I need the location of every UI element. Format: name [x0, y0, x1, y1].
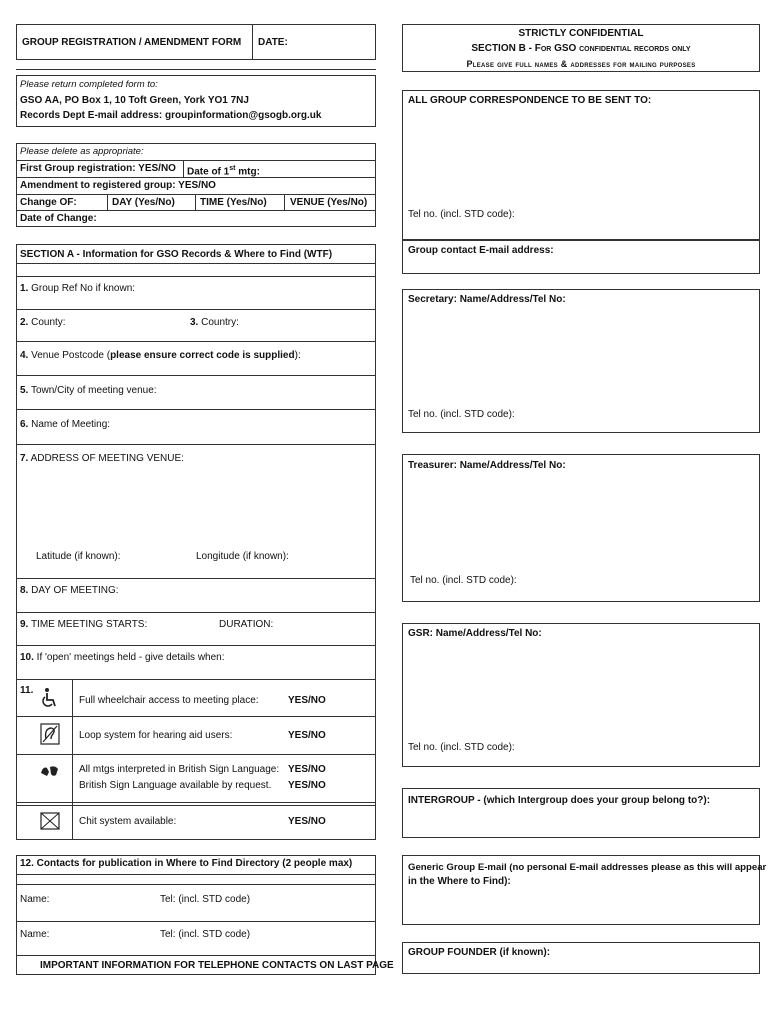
- generic-email-label-1: Generic Group E-mail (no personal E-mail addresses please as this will appear: [408, 862, 767, 873]
- loop-yes-no[interactable]: YES/NO: [288, 730, 326, 741]
- open-meetings-field[interactable]: 10. If 'open' meetings held - give details when:: [20, 652, 225, 663]
- meeting-name-field[interactable]: 6. Name of Meeting:: [20, 419, 111, 430]
- chit-envelope-icon: [38, 810, 62, 832]
- wheelchair-access-label: Full wheelchair access to meeting place:: [79, 695, 259, 706]
- acc-icon-divider: [72, 679, 73, 806]
- reg-divider-4: [284, 194, 285, 210]
- longitude-field[interactable]: Longitude (if known):: [196, 551, 289, 562]
- sa-line-7: [16, 578, 376, 579]
- sign-language-icon: [38, 760, 62, 782]
- form-title: GROUP REGISTRATION / AMENDMENT FORM: [22, 37, 242, 48]
- sa-line-1: [16, 276, 376, 277]
- chit-system-label: Chit system available:: [79, 816, 177, 827]
- duration-field[interactable]: DURATION:: [219, 619, 274, 630]
- sa-line-2: [16, 309, 376, 310]
- sa-line-9: [16, 645, 376, 646]
- secretary-tel[interactable]: Tel no. (incl. STD code):: [408, 409, 515, 420]
- return-address: GSO AA, PO Box 1, 10 Toft Green, York YO1 7NJ: [20, 95, 249, 106]
- contact-2-tel[interactable]: Tel: (incl. STD code): [160, 929, 251, 940]
- correspondence-label: ALL GROUP CORRESPONDENCE TO BE SENT TO:: [408, 95, 652, 106]
- venue-address-field[interactable]: 7. ADDRESS OF MEETING VENUE:: [20, 453, 184, 464]
- confidential-title: STRICTLY CONFIDENTIAL: [518, 28, 644, 39]
- sa-line-4: [16, 375, 376, 376]
- county-field[interactable]: 2. County:: [20, 317, 66, 328]
- time-yes-no[interactable]: TIME (Yes/No): [200, 197, 267, 208]
- section-a-heading: SECTION A - Information for GSO Records & Where to Find (WTF): [20, 249, 333, 260]
- date-of-change[interactable]: Date of Change:: [20, 213, 97, 224]
- sa-line-0: [16, 263, 376, 264]
- delete-note: Please delete as appropriate:: [20, 146, 144, 157]
- section-b-heading: SECTION B - For GSO confidential records only: [471, 43, 691, 54]
- chit-icon-divider: [72, 802, 73, 840]
- date-first-meeting[interactable]: Date of 1st mtg:: [187, 165, 260, 178]
- secretary-label: Secretary: Name/Address/Tel No:: [408, 294, 566, 305]
- town-city-field[interactable]: 5. Town/City of meeting venue:: [20, 385, 157, 396]
- intergroup-label: INTERGROUP - (which Intergroup does your group belong to?):: [408, 795, 711, 806]
- wheelchair-icon: [38, 686, 62, 710]
- sa-line-8: [16, 612, 376, 613]
- change-of-label: Change OF:: [20, 197, 77, 208]
- reg-divider-1: [183, 160, 184, 177]
- founder-label: GROUP FOUNDER (if known):: [408, 947, 551, 958]
- reg-divider-3: [195, 194, 196, 210]
- bsl-interpreted-yes-no[interactable]: YES/NO: [288, 764, 326, 775]
- contact-1-tel[interactable]: Tel: (incl. STD code): [160, 894, 251, 905]
- treasurer-tel[interactable]: Tel no. (incl. STD code):: [410, 575, 517, 586]
- reg-line-1: [16, 160, 376, 161]
- acc-line-1: [16, 716, 376, 717]
- sa-line-10: [16, 679, 376, 680]
- venue-yes-no[interactable]: VENUE (Yes/No): [290, 197, 368, 208]
- return-note: Please return completed form to:: [20, 79, 158, 90]
- title-underline: [16, 69, 376, 70]
- sa-line-6: [16, 444, 376, 445]
- sa-line-5: [16, 409, 376, 410]
- first-registration[interactable]: First Group registration: YES/NO: [20, 163, 176, 174]
- contacts-line-3: [16, 921, 376, 922]
- reg-line-4: [16, 210, 376, 211]
- contact-email-label: Group contact E-mail address:: [408, 245, 554, 256]
- gsr-tel[interactable]: Tel no. (incl. STD code):: [408, 742, 515, 753]
- records-email: Records Dept E-mail address: groupinformation@gsogb.org.uk: [20, 110, 322, 121]
- day-of-meeting-field[interactable]: 8. DAY OF MEETING:: [20, 585, 119, 596]
- generic-email-label-2: in the Where to Find):: [408, 876, 511, 887]
- contacts-line-2: [16, 884, 376, 885]
- day-yes-no[interactable]: DAY (Yes/No): [112, 197, 175, 208]
- treasurer-label: Treasurer: Name/Address/Tel No:: [408, 460, 566, 471]
- bsl-request-yes-no[interactable]: YES/NO: [288, 780, 326, 791]
- bsl-interpreted-label: All mtgs interpreted in British Sign Language:: [79, 764, 280, 775]
- reg-line-3: [16, 194, 376, 195]
- country-field[interactable]: 3. Country:: [190, 317, 239, 328]
- reg-divider-2: [107, 194, 108, 210]
- amendment-registered[interactable]: Amendment to registered group: YES/NO: [20, 180, 216, 191]
- important-note: IMPORTANT INFORMATION FOR TELEPHONE CONTACTS ON LAST PAGE: [40, 960, 394, 971]
- mailing-note: Please give full names & addresses for mailing purposes: [466, 59, 696, 69]
- contacts-line-1: [16, 874, 376, 875]
- contacts-heading: 12. Contacts for publication in Where to Find Directory (2 people max): [20, 858, 353, 869]
- hearing-loop-icon: [38, 722, 62, 746]
- correspondence-tel[interactable]: Tel no. (incl. STD code):: [408, 209, 515, 220]
- group-ref-field[interactable]: 1. Group Ref No if known:: [20, 283, 136, 294]
- wheelchair-yes-no[interactable]: YES/NO: [288, 695, 326, 706]
- venue-postcode-field[interactable]: 4. Venue Postcode (please ensure correct code is supplied):: [20, 350, 301, 361]
- latitude-field[interactable]: Latitude (if known):: [36, 551, 121, 562]
- bsl-request-label: British Sign Language available by request.: [79, 780, 272, 791]
- acc-line-2: [16, 754, 376, 755]
- q11-number: 11.: [20, 685, 34, 696]
- title-divider: [252, 24, 253, 60]
- contacts-line-4: [16, 955, 376, 956]
- chit-yes-no[interactable]: YES/NO: [288, 816, 326, 827]
- time-starts-field[interactable]: 9. TIME MEETING STARTS:: [20, 619, 148, 630]
- contact-1-name[interactable]: Name:: [20, 894, 50, 905]
- reg-line-2: [16, 177, 376, 178]
- contacts-box: [16, 855, 376, 975]
- sa-line-3: [16, 341, 376, 342]
- date-label[interactable]: DATE:: [258, 37, 288, 48]
- gsr-label: GSR: Name/Address/Tel No:: [408, 628, 542, 639]
- contact-2-name[interactable]: Name:: [20, 929, 50, 940]
- loop-system-label: Loop system for hearing aid users:: [79, 730, 233, 741]
